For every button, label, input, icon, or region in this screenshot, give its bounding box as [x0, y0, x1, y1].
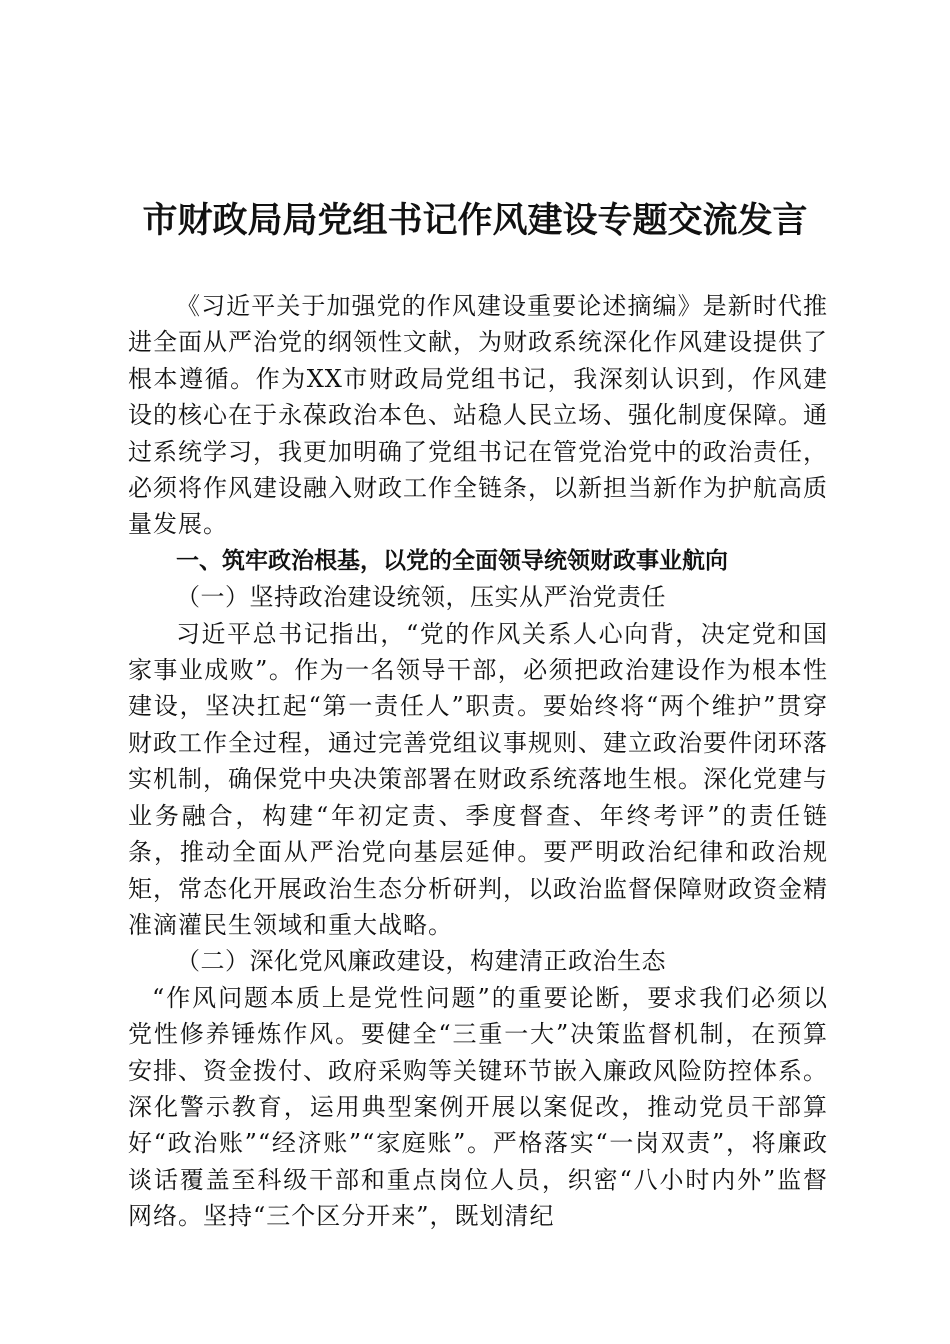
subsection-heading-1: （一）坚持政治建设统领，压实从严治党责任	[176, 583, 666, 612]
intro-paragraph: 《习近平关于加强党的作风建设重要论述摘编》是新时代推进全面从严治党的纲领性文献，为财政系统深化作风建设提供了根本遵循。作为XX市财政局党组书记，我深刻认识到，作风建设的核心在于永葆政治本色、站稳人民立场、强化制度保障。通过系统学习，我更加明确了党组书记在管党治党中的政治责任，必须将作风建设融入财政工作全链条，以新担当新作为护航高质量发展。	[128, 292, 828, 539]
section-heading-1: 一、筑牢政治根基，以党的全面领导统领财政事业航向	[176, 547, 728, 574]
subsection-1-paragraph: 习近平总书记指出，“党的作风关系人心向背，决定党和国家事业成败”。作为一名领导干部，必须把政治建设作为根本性建设，坚决扛起“第一责任人”职责。要始终将“两个维护”贯穿财政工作全过程，通过完善党组议事规则、建立政治要件闭环落实机制，确保党中央决策部署在财政系统落地生根。深化党建与业务融合，构建“年初定责、季度督查、年终考评”的责任链条，推动全面从严治党向基层延伸。要严明政治纪律和政治规矩，常态化开展政治生态分析研判，以政治监督保障财政资金精准滴灌民生领域和重大战略。	[128, 619, 828, 939]
subsection-2-paragraph: “作风问题本质上是党性问题”的重要论断，要求我们必须以党性修养锤炼作风。要健全“三重一大”决策监督机制，在预算安排、资金拨付、政府采购等关键环节嵌入廉政风险防控体系。深化警示教育，运用典型案例开展以案促改，推动党员干部算好“政治账”“经济账”“家庭账”。严格落实“一岗双责”，将廉政谈话覆盖至科级干部和重点岗位人员，织密“八小时内外”监督网络。坚持“三个区分开来”，既划清纪	[128, 983, 828, 1231]
document-body	[128, 288, 828, 1235]
document-title: 市财政局局党组书记作风建设专题交流发言	[142, 200, 808, 241]
subsection-heading-2: （二）深化党风廉政建设，构建清正政治生态	[176, 947, 666, 976]
